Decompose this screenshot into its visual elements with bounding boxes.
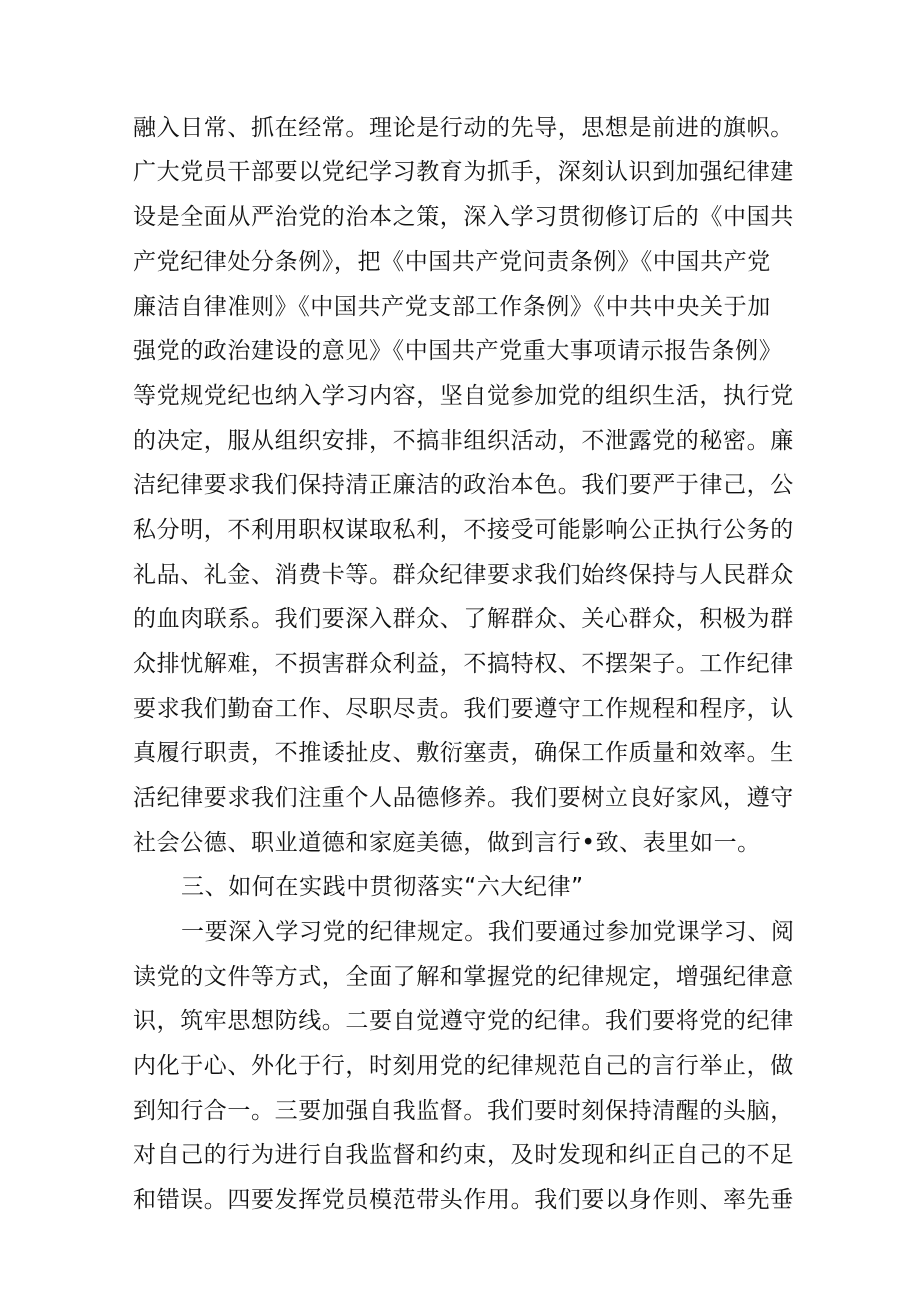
text-line: 要求我们勤奋工作、尽职尽责。我们要遵守工作规程和程序，认 xyxy=(133,696,794,722)
text-line: 产党纪律处分条例》，把《中国共产党问责条例》《中国共产党 xyxy=(133,249,771,275)
text-line: 廉洁自律准则》《中国共产党支部工作条例》《中共中央关于加 xyxy=(133,294,771,320)
text-line: 和错误。四要发挥党员模范带头作用。我们要以身作则、率先垂 xyxy=(133,1187,794,1213)
text-line: 众排忧解难，不损害群众利益，不搞特权、不摆架子。工作纪律 xyxy=(133,651,794,677)
text-line: 私分明，不利用职权谋取私利，不接受可能影响公正执行公务的 xyxy=(133,517,794,543)
text-line: 真履行职责，不推诿扯皮、敷衍塞责，确保工作质量和效率。生 xyxy=(133,740,794,766)
text-line: 的决定，服从组织安排，不搞非组织活动，不泄露党的秘密。廉 xyxy=(133,428,794,454)
text-line: 社会公德、职业道德和家庭美德，做到言行•致、表里如一。 xyxy=(133,830,761,856)
text-line: 对自己的行为进行自我监督和约束，及时发现和纠正自己的不足 xyxy=(133,1142,794,1168)
text-line: 识，筑牢思想防线。二要自觉遵守党的纪律。我们要将党的纪律 xyxy=(133,1008,794,1034)
text-line: 内化于心、外化于行，时刻用党的纪律规范自己的言行举止，做 xyxy=(133,1053,794,1079)
text-line: 融入日常、抓在经常。理论是行动的先导，思想是前进的旗帜。 xyxy=(133,115,794,141)
text-line: 强党的政治建设的意见》《中国共产党重大事项请示报告条例》 xyxy=(133,338,783,364)
text-line: 等党规党纪也纳入学习内容，坚自觉参加党的组织生活，执行党 xyxy=(133,383,794,409)
text-line: 一要深入学习党的纪律规定。我们要通过参加党课学习、阅 xyxy=(181,919,795,945)
text-line: 到知行合一。三要加强自我监督。我们要时刻保持清醒的头脑， xyxy=(133,1098,794,1124)
text-line: 活纪律要求我们注重个人品德修养。我们要树立良好家风，遵守 xyxy=(133,785,794,811)
text-line: 设是全面从严治党的治本之策，深入学习贯彻修订后的《中国共 xyxy=(133,204,794,230)
text-line: 读党的文件等方式，全面了解和掌握党的纪律规定，增强纪律意 xyxy=(133,964,794,990)
section-heading: 三、如何在实践中贯彻落实“六大纪律” xyxy=(181,874,584,900)
text-line: 广大党员干部要以党纪学习教育为抓手，深刻认识到加强纪律建 xyxy=(133,159,794,185)
text-line: 的血肉联系。我们要深入群众、了解群众、关心群众，积极为群 xyxy=(133,606,794,632)
text-line: 礼品、礼金、消费卡等。群众纪律要求我们始终保持与人民群众 xyxy=(133,562,794,588)
text-line: 洁纪律要求我们保持清正廉洁的政治本色。我们要严于律己，公 xyxy=(133,472,794,498)
